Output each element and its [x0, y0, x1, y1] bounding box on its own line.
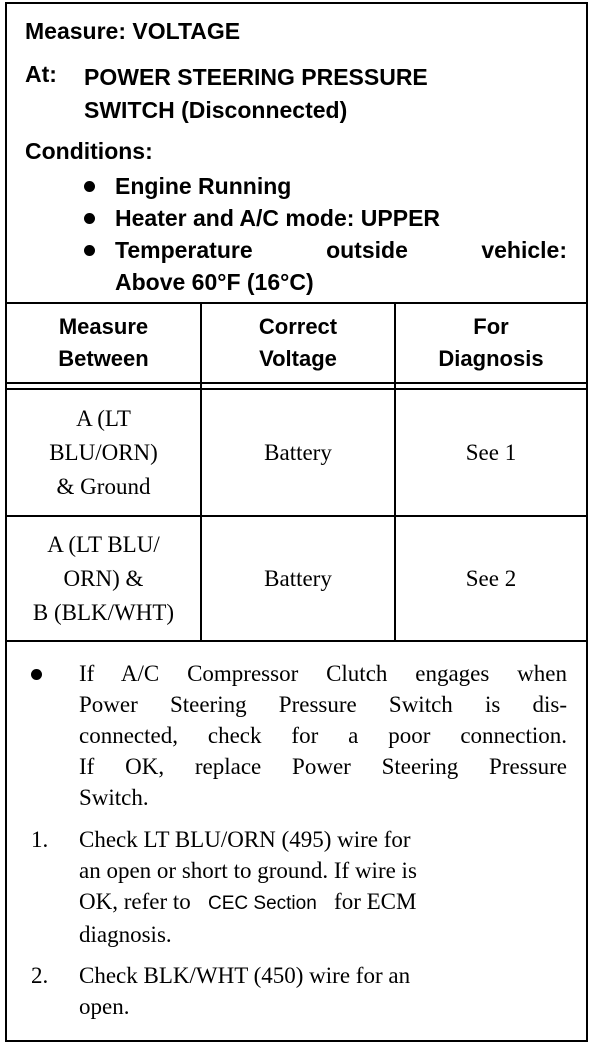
- header-rule: [7, 382, 586, 384]
- table-row-1-voltage: Battery: [264, 439, 332, 465]
- cell-text: & Ground: [56, 473, 151, 499]
- measurement-table: [7, 304, 586, 642]
- cell-text: ORN) &: [63, 565, 144, 591]
- column-header-for-diagnosis: [396, 304, 586, 382]
- at-line-1: POWER STEERING PRESSURE: [84, 64, 428, 90]
- at-value: [84, 61, 564, 127]
- condition-text: Engine Running: [115, 173, 292, 199]
- cell-text: A (LT BLU/: [47, 531, 160, 557]
- at-line-2: SWITCH (Disconnected): [84, 97, 348, 123]
- note-text: OK, refer to: [79, 889, 191, 914]
- table-row-1-between: [7, 390, 200, 515]
- bullet-dot-icon: [84, 181, 95, 192]
- note-line: Check LT BLU/ORN (495) wire for: [79, 827, 411, 852]
- condition-text-continued: Above 60°F (16°C): [115, 269, 314, 295]
- note-line: If A/C Compressor Clutch engages when: [79, 661, 567, 686]
- cell-text: A (LT: [76, 405, 131, 431]
- note-line: diagnosis.: [79, 922, 172, 947]
- note-line: If OK, replace Power Steering Pressure: [79, 754, 567, 779]
- cell-text: B (BLK/WHT): [32, 599, 175, 625]
- condition-text: Heater and A/C mode: UPPER: [115, 205, 441, 231]
- note-line: an open or short to ground. If wire is: [79, 858, 417, 883]
- note-text: for ECM: [334, 889, 417, 914]
- measure-label: Measure:: [25, 18, 126, 44]
- note-number: 1.: [31, 827, 49, 852]
- column-header-correct-voltage: [202, 304, 394, 382]
- note-line: Check BLK/WHT (450) wire for an: [79, 963, 411, 988]
- note-line: Switch.: [79, 785, 149, 810]
- note-item-2: [79, 960, 567, 1022]
- note-line: Power Steering Pressure Switch is dis-: [79, 692, 567, 717]
- conditions-label: Conditions:: [25, 138, 153, 164]
- bullet-note: [79, 658, 567, 813]
- conditions-list: [77, 170, 567, 298]
- cell-text: BLU/ORN): [49, 439, 158, 465]
- table-row-2-between: [7, 517, 200, 640]
- note-line: open.: [79, 994, 130, 1019]
- measure-value: VOLTAGE: [132, 18, 241, 44]
- measurement-header: [7, 4, 586, 304]
- condition-item: [77, 170, 567, 202]
- condition-item: [77, 202, 567, 234]
- table-row-2-voltage: Battery: [264, 565, 332, 591]
- header-text: Between: [58, 346, 149, 371]
- condition-item: [77, 234, 567, 298]
- bullet-dot-icon: [84, 245, 95, 256]
- note-item-1: [79, 824, 567, 950]
- diagnostic-card: [5, 2, 588, 1042]
- column-header-measure-between: [7, 304, 200, 382]
- header-text: Measure: [58, 314, 149, 339]
- cec-section-reference: CEC Section: [208, 893, 317, 914]
- header-text: Voltage: [259, 346, 337, 371]
- note-line: connected, check for a poor connection.: [79, 723, 567, 748]
- table-row-2-diagnosis: See 2: [465, 565, 517, 591]
- note-line: [79, 886, 567, 919]
- note-number: 2.: [31, 963, 49, 988]
- condition-text: Temperature outside vehicle:: [115, 237, 567, 263]
- header-text: For: [473, 314, 509, 339]
- table-row-1-diagnosis: See 1: [465, 439, 517, 465]
- measure-line: [25, 18, 240, 45]
- bullet-dot-icon: [84, 213, 95, 224]
- at-label: At:: [25, 61, 57, 87]
- header-text: Correct: [258, 314, 338, 339]
- header-text: Diagnosis: [438, 346, 544, 371]
- bullet-dot-icon: [31, 669, 42, 680]
